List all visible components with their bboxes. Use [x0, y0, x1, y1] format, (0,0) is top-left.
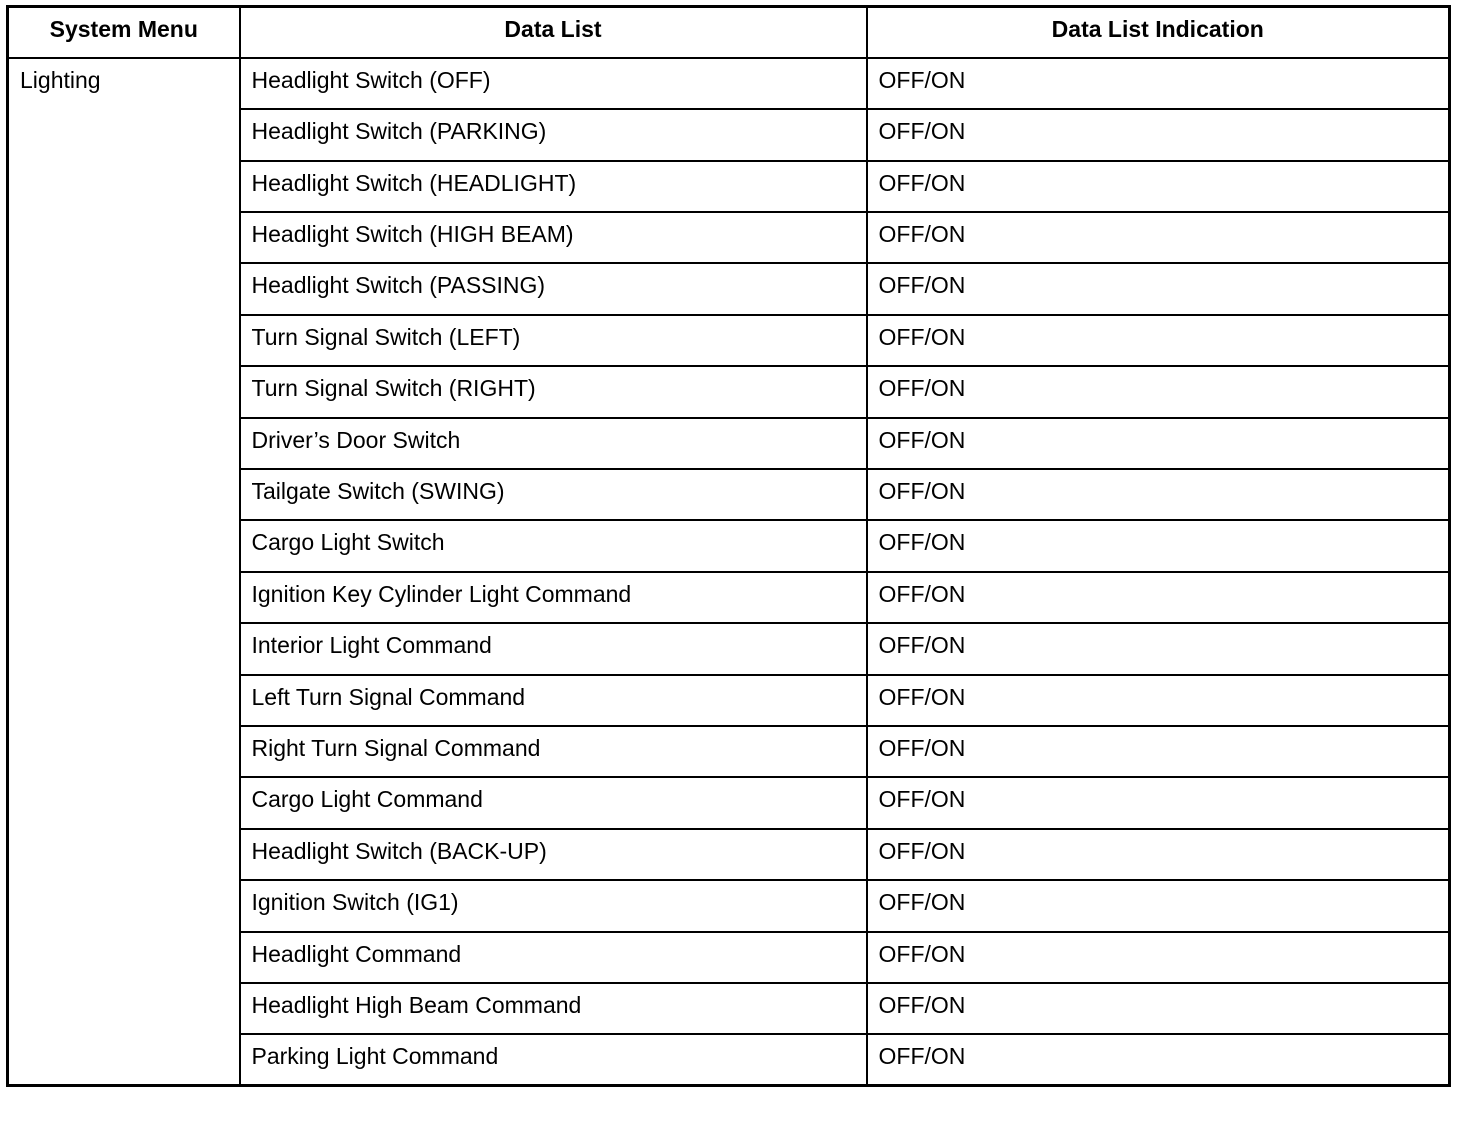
data-list-item: Headlight Switch (OFF)	[240, 58, 867, 109]
data-list-item: Headlight Switch (PARKING)	[240, 109, 867, 160]
data-list-item: Interior Light Command	[240, 623, 867, 674]
data-list-indication: OFF/ON	[867, 829, 1450, 880]
data-list-indication: OFF/ON	[867, 263, 1450, 314]
header-system-menu: System Menu	[8, 7, 240, 58]
data-list-indication: OFF/ON	[867, 932, 1450, 983]
data-list-item: Headlight Command	[240, 932, 867, 983]
data-list-table	[6, 5, 1451, 1087]
data-list-item: Headlight Switch (HEADLIGHT)	[240, 161, 867, 212]
data-list-item: Tailgate Switch (SWING)	[240, 469, 867, 520]
data-list-item: Ignition Switch (IG1)	[240, 880, 867, 931]
header-row	[8, 7, 1450, 58]
data-list-indication: OFF/ON	[867, 212, 1450, 263]
data-list-indication: OFF/ON	[867, 161, 1450, 212]
data-list-indication: OFF/ON	[867, 675, 1450, 726]
data-list-indication: OFF/ON	[867, 880, 1450, 931]
data-list-item: Headlight High Beam Command	[240, 983, 867, 1034]
data-list-indication: OFF/ON	[867, 726, 1450, 777]
data-list-indication: OFF/ON	[867, 315, 1450, 366]
data-list-item: Right Turn Signal Command	[240, 726, 867, 777]
data-list-indication: OFF/ON	[867, 572, 1450, 623]
data-list-item: Turn Signal Switch (LEFT)	[240, 315, 867, 366]
data-list-item: Cargo Light Command	[240, 777, 867, 828]
system-menu-cell: Lighting	[8, 58, 240, 1086]
data-list-indication: OFF/ON	[867, 983, 1450, 1034]
data-list-indication: OFF/ON	[867, 418, 1450, 469]
data-list-indication: OFF/ON	[867, 623, 1450, 674]
data-list-item: Parking Light Command	[240, 1034, 867, 1085]
data-list-item: Ignition Key Cylinder Light Command	[240, 572, 867, 623]
header-data-list: Data List	[240, 7, 867, 58]
data-list-indication: OFF/ON	[867, 366, 1450, 417]
table-body	[8, 58, 1450, 1086]
data-list-indication: OFF/ON	[867, 1034, 1450, 1085]
data-list-item: Headlight Switch (HIGH BEAM)	[240, 212, 867, 263]
data-list-indication: OFF/ON	[867, 58, 1450, 109]
header-data-list-indication: Data List Indication	[867, 7, 1450, 58]
data-list-indication: OFF/ON	[867, 520, 1450, 571]
data-list-item: Driver’s Door Switch	[240, 418, 867, 469]
data-list-indication: OFF/ON	[867, 777, 1450, 828]
data-list-item: Left Turn Signal Command	[240, 675, 867, 726]
table-row	[8, 58, 1450, 109]
data-list-item: Cargo Light Switch	[240, 520, 867, 571]
data-list-item: Turn Signal Switch (RIGHT)	[240, 366, 867, 417]
data-list-item: Headlight Switch (PASSING)	[240, 263, 867, 314]
data-list-indication: OFF/ON	[867, 109, 1450, 160]
data-list-item: Headlight Switch (BACK-UP)	[240, 829, 867, 880]
data-list-indication: OFF/ON	[867, 469, 1450, 520]
